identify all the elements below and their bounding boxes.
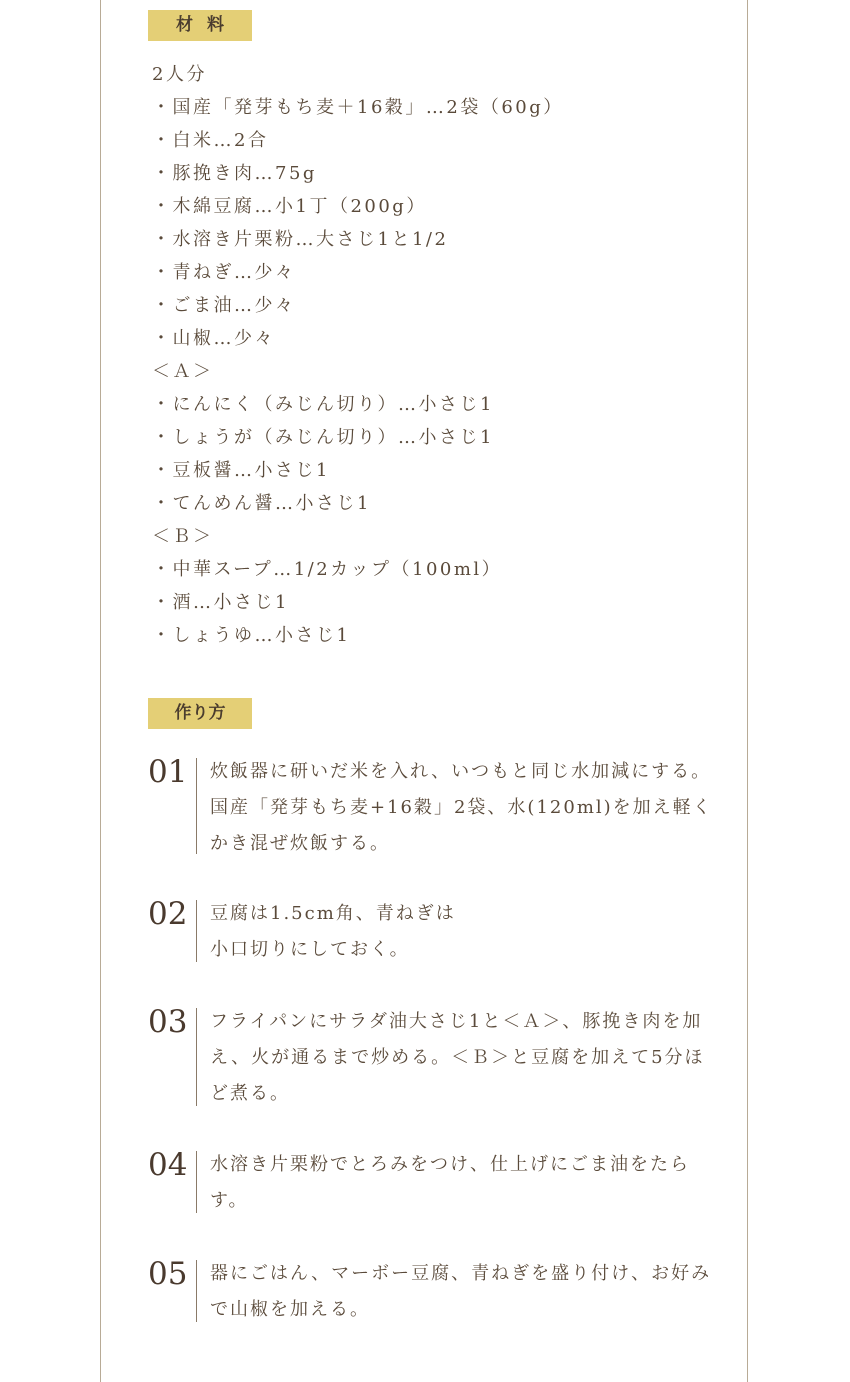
step-divider bbox=[196, 1151, 197, 1213]
ingredient-item: ・酒…小さじ1 bbox=[152, 592, 289, 613]
ingredient-item: ・しょうが（みじん切り）…小さじ1 bbox=[152, 427, 494, 448]
step-number: 04 bbox=[148, 1147, 188, 1183]
serving-size: 2人分 bbox=[152, 64, 207, 85]
ingredient-item: ・国産「発芽もち麦＋16穀」…2袋（60g） bbox=[152, 97, 564, 118]
step-number: 02 bbox=[148, 896, 188, 932]
step-text: 豆腐は1.5cm角、青ねぎは 小口切りにしておく。 bbox=[210, 903, 456, 960]
ingredient-item: ・中華スープ…1/2カップ（100ml） bbox=[152, 559, 503, 580]
ingredient-group-a: ＜Ａ＞ bbox=[152, 361, 214, 382]
ingredient-item: ・ごま油…少々 bbox=[152, 295, 296, 316]
step-number: 05 bbox=[148, 1256, 188, 1292]
step-number: 01 bbox=[148, 754, 188, 790]
ingredient-item: ・山椒…少々 bbox=[152, 328, 275, 349]
method-heading: 作り方 bbox=[148, 698, 252, 729]
step-divider bbox=[196, 1260, 197, 1322]
step-text: フライパンにサラダ油大さじ1と＜Ａ＞、豚挽き肉を加え、火が通るまで炒める。＜Ｂ＞と豆腐を加えて5分ほど煮る。 bbox=[210, 1011, 705, 1104]
ingredient-item: ・しょうゆ…小さじ1 bbox=[152, 625, 351, 646]
step-divider bbox=[196, 758, 197, 854]
step-divider bbox=[196, 900, 197, 962]
step-divider bbox=[196, 1008, 197, 1106]
step-text: 水溶き片栗粉でとろみをつけ、仕上げにごま油をたらす。 bbox=[210, 1154, 690, 1211]
ingredient-item: ・白米…2合 bbox=[152, 130, 269, 151]
ingredient-item: ・てんめん醤…小さじ1 bbox=[152, 493, 371, 514]
ingredient-item: ・豆板醤…小さじ1 bbox=[152, 460, 330, 481]
ingredient-item: ・にんにく（みじん切り）…小さじ1 bbox=[152, 394, 494, 415]
step-text: 炊飯器に研いだ米を入れ、いつもと同じ水加減にする。国産「発芽もち麦+16穀」2袋、水(120ml)を加え軽くかき混ぜ炊飯する。 bbox=[210, 761, 713, 854]
ingredient-item: ・水溶き片栗粉…大さじ1と1/2 bbox=[152, 229, 449, 250]
ingredient-item: ・木綿豆腐…小1丁（200g） bbox=[152, 196, 427, 217]
ingredient-item: ・豚挽き肉…75g bbox=[152, 163, 317, 184]
ingredient-group-b: ＜Ｂ＞ bbox=[152, 526, 214, 547]
ingredients-list bbox=[152, 58, 712, 652]
ingredient-item: ・青ねぎ…少々 bbox=[152, 262, 296, 283]
step-text: 器にごはん、マーボー豆腐、青ねぎを盛り付け、お好みで山椒を加える。 bbox=[210, 1263, 712, 1320]
ingredients-heading: 材料 bbox=[148, 10, 252, 41]
step-number: 03 bbox=[148, 1004, 188, 1040]
